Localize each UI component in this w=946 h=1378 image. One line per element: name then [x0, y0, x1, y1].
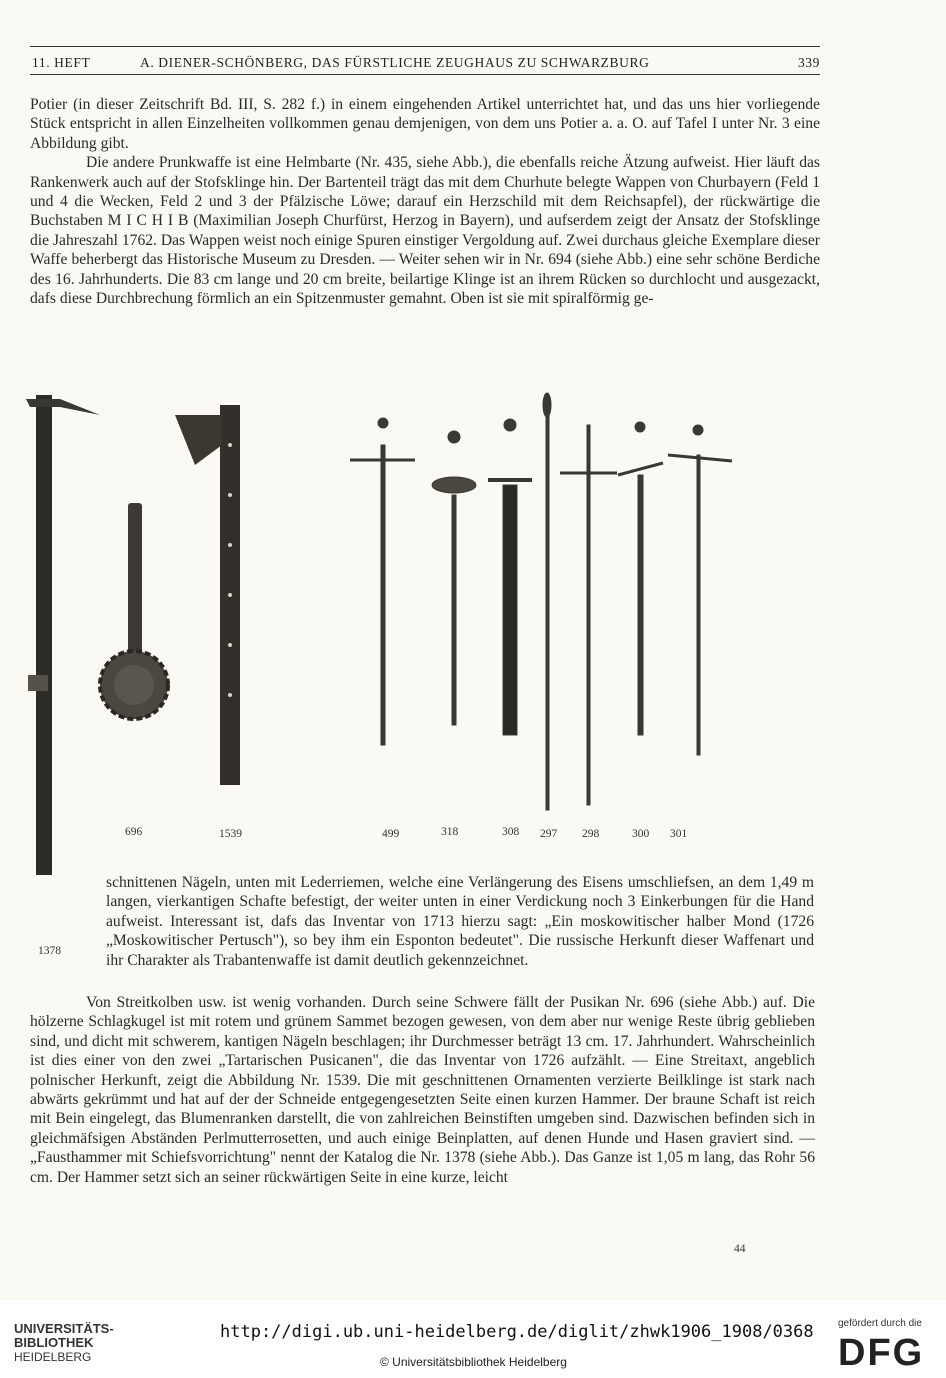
article-title: A. DIENER-SCHÖNBERG, DAS FÜRSTLICHE ZEUGHAUS ZU SCHWARZBURG: [140, 55, 650, 70]
figure-label-308: 308: [502, 826, 520, 838]
paragraph-2: Die andere Prunkwaffe ist eine Helmbarte (Nr. 435, siehe Abb.), die ebenfalls reiche Ätzung aufweist. Hier läuft das Rankenwerk auch auf der Stofsklinge hin. Der Bartenteil trägt das mit dem Churhute belegte Wappen von Churbayern (Feld 1 und 4 die Wecken, Feld 2 und 3 der Pfälzische Löwe; darauf ein Herzschild mit dem Reichsapfel), der rückwärtige die Buchstaben M I C H I B (Maximilian Joseph Churfürst, Herzog in Bayern), und aufserdem zeigt der Ansatz der Stofsklinge die Jahreszahl 1762. Das Wappen weist noch einige Spuren einstiger Vergoldung auf. Zwei durchaus gleiche Exemplare dieser Waffe beherbergt das Historische Museum zu Dresden. — Weiter sehen wir in Nr. 694 (siehe Abb.) eine sehr schöne Berdiche des 16. Jahrhunderts. Die 83 cm lange und 20 cm breite, beilartige Klinge ist an ihrem Rücken so durchlocht und ausgezackt, dafs diese Durchbrechung förmlich an ein Spitzenmuster gemahnt. Oben ist sie mit spiralförmig ge-: [30, 154, 820, 308]
weapon-1378: [26, 395, 100, 875]
figure-label-298: 298: [582, 828, 600, 840]
dfg-logo[interactable]: DFG: [838, 1332, 925, 1374]
figure-label-300: 300: [632, 828, 650, 840]
running-header: [30, 52, 820, 75]
figure-label-318: 318: [441, 826, 459, 838]
figure-label-499: 499: [382, 828, 400, 840]
body-text-side: [106, 873, 814, 970]
sword-297: [546, 395, 549, 810]
funding-note: gefördert durch die: [838, 1318, 922, 1329]
body-text-bottom: [30, 993, 815, 1187]
sword-298: [587, 425, 590, 805]
library-name-line3: HEIDELBERG: [14, 1350, 92, 1364]
library-name-line1: UNIVERSITÄTS-: [14, 1321, 114, 1336]
library-logo[interactable]: [14, 1322, 114, 1364]
weapons-figure: [20, 385, 820, 875]
permalink-url[interactable]: http://digi.ub.uni-heidelberg.de/diglit/zhwk1906_1908/0368: [220, 1322, 814, 1342]
figure-label-696: 696: [125, 826, 143, 838]
weapon-1539: [175, 405, 240, 785]
copyright-notice: © Universitätsbibliothek Heidelberg: [380, 1355, 567, 1369]
figure-label-301: 301: [670, 828, 688, 840]
header-rule: [30, 46, 820, 47]
weapon-696: [100, 503, 168, 719]
figure-label-1378: 1378: [38, 945, 61, 957]
page-number: 339: [797, 55, 820, 70]
sword-301: [697, 455, 700, 755]
issue-label: 11. HEFT: [32, 55, 91, 70]
figure-label-297: 297: [540, 828, 558, 840]
paragraph-1: Potier (in dieser Zeitschrift Bd. III, S. 282 f.) in einem eingehenden Artikel unterrichtet hat, und das uns hier vorliegende Stück entspricht in allen Einzelheiten vollkommen genau demjenigen, von dem uns Potier a. a. O. auf Tafel I unter Nr. 3 eine Abbildung gibt.: [30, 96, 820, 152]
sword-499: [381, 445, 385, 745]
swords-group: [350, 393, 732, 810]
sword-300: [638, 475, 643, 735]
paragraph-4: Von Streitkolben usw. ist wenig vorhanden. Durch seine Schwere fällt der Pusikan Nr. 696 (siehe Abb.) auf. Die hölzerne Schlagkugel ist mit rotem und grünem Sammet bezogen gewesen, von dem aber nur wenige Reste übrig geblieben sind, und dicht mit schwerem, kantigen Nägeln beschlagen; ihr Durchmesser beträgt 13 cm. 17. Jahrhundert. Wahrscheinlich ist dies einer von den zwei „Tartarischen Pusicanen", die das Inventar von 1726 aufzählt. — Eine Streitaxt, angeblich polnischer Herkunft, zeigt die Abbildung Nr. 1539. Die mit geschnittenen Ornamenten verzierte Beilklinge ist stark nach abwärts gekrümmt und hat auf der der Schneide entgegengesetzten Seite einen kurzen Hammer. Der braune Schaft ist reich mit Bein eingelegt, das Blumenranken darstellt, die von zahlreichen Beinstiften umgeben sind. Dazwischen befinden sich in gleichmäfsigen Abständen Perlmutterrosetten, und auch einige Beinplatten, auf denen Hunde und Hasen graviert sind. — „Fausthammer mit Schiefsvorrichtung" nennt der Katalog die Nr. 1378 (siehe Abb.). Das Ganze ist 1,05 m lang, das Rohr 56 cm. Der Hammer setzt sich an seiner rückwärtigen Seite in eine kurze, leicht: [30, 994, 815, 1186]
sword-318: [452, 495, 456, 725]
sword-308: [503, 485, 517, 735]
signature-mark: 44: [734, 1243, 746, 1255]
paragraph-3: schnittenen Nägeln, unten mit Lederriemen, welche eine Verlängerung des Eisens umschliefsen, an dem 1,49 m langen, vierkantigen Schafte befestigt, der weiter unten in einer Verdickung noch 3 Einkerbungen für die Hand aufweist. Interessant ist, dafs das Inventar von 1713 hierzu sagt: „Ein moskowitischer halber Mond (1726 „Moskowitischer Pertusch"), so bey ihm ein Esponton bedeutet". Die russische Herkunft dieser Waffenart und ihr Charakter als Trabantenwaffe ist damit deutlich gekennzeichnet.: [106, 874, 814, 969]
body-text-top: [30, 95, 820, 308]
library-name-line2: BIBLIOTHEK: [14, 1335, 94, 1350]
figure-label-1539: 1539: [219, 828, 242, 840]
